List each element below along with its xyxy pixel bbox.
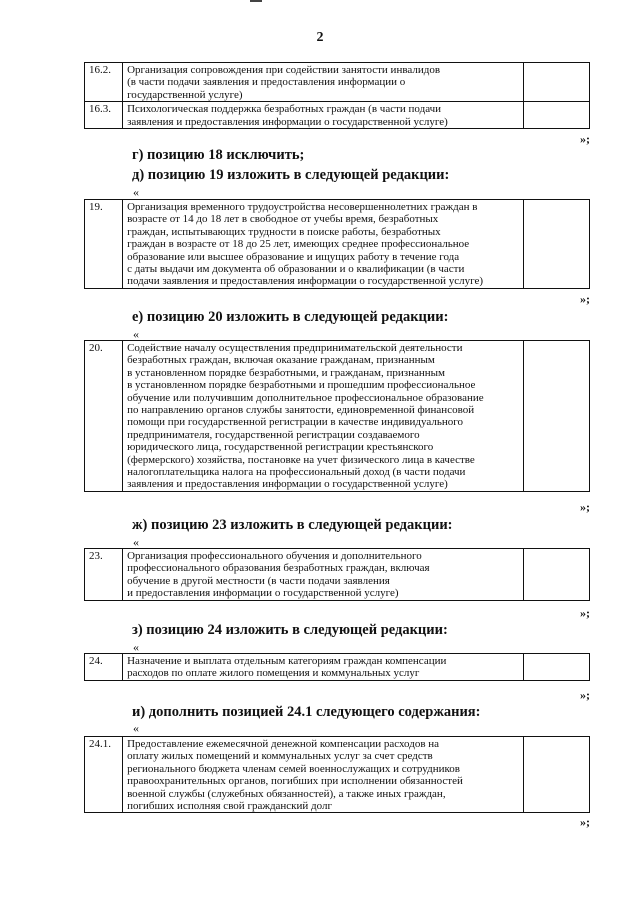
instruction-g: г) позицию 18 исключить; xyxy=(132,147,305,163)
row-number: 23. xyxy=(85,549,123,601)
empty-cell xyxy=(523,549,589,601)
opening-quote: « xyxy=(133,640,139,654)
closing-quote: »; xyxy=(580,606,590,620)
empty-cell xyxy=(523,200,589,289)
empty-cell xyxy=(523,341,589,492)
empty-cell xyxy=(523,737,589,813)
instruction-e: е) позицию 20 изложить в следующей редакции: xyxy=(132,309,449,325)
opening-quote: « xyxy=(133,327,139,341)
table-positions-16 xyxy=(84,62,590,129)
row-text: Назначение и выплата отдельным категориям граждан компенсации расходов по оплате жилого помещения и коммунальных услуг xyxy=(123,654,524,681)
page-number: 2 xyxy=(316,30,324,45)
table-position-24-1 xyxy=(84,736,590,813)
closing-quote: »; xyxy=(580,292,590,306)
empty-cell xyxy=(523,102,589,129)
table-row xyxy=(85,63,590,102)
row-number: 16.2. xyxy=(85,63,123,102)
closing-quote: »; xyxy=(580,815,590,829)
empty-cell xyxy=(523,654,589,681)
opening-quote: « xyxy=(133,535,139,549)
row-number: 24.1. xyxy=(85,737,123,813)
opening-quote: « xyxy=(133,721,139,735)
table-position-20 xyxy=(84,340,590,492)
row-number: 24. xyxy=(85,654,123,681)
empty-cell xyxy=(523,63,589,102)
row-number: 19. xyxy=(85,200,123,289)
table-row xyxy=(85,341,590,492)
table-position-23 xyxy=(84,548,590,601)
table-row xyxy=(85,654,590,681)
table-row xyxy=(85,200,590,289)
instruction-d: д) позицию 19 изложить в следующей редакции: xyxy=(132,167,450,183)
closing-quote: »; xyxy=(580,688,590,702)
instruction-i: и) дополнить позицией 24.1 следующего содержания: xyxy=(132,704,481,720)
row-text: Организация временного трудоустройства несовершеннолетних граждан в возрасте от 14 до 18 лет в свободное от учебы время, безработных граждан, испытывающих трудности в поиске работы, безработных граждан в возрасте от 18 до 25 лет, имеющих среднее профессиональное образование или высшее образование и ищущих работу в течение года с даты выдачи им документа об образовании и о квалификации (в части подачи заявления и предоставления информации о государственной услуге) xyxy=(123,200,524,289)
row-text: Организация профессионального обучения и дополнительного профессионального образования безработных граждан, включая обучение в другой местности (в части подачи заявления и предоставления информации о государственной услуге) xyxy=(123,549,524,601)
table-position-24 xyxy=(84,653,590,681)
row-number: 20. xyxy=(85,341,123,492)
row-text: Психологическая поддержка безработных граждан (в части подачи заявления и предоставления информации о государственной услуге) xyxy=(123,102,524,129)
row-text: Предоставление ежемесячной денежной компенсации расходов на оплату жилых помещений и коммунальных услуг за счет средств регионального бюджета членам семей военнослужащих и сотрудников правоохранительных органов, погибших при исполнении обязанностей военной службы (служебных обязанностей), а также иных граждан, погибших исполняя свой гражданский долг xyxy=(123,737,524,813)
closing-quote: »; xyxy=(580,500,590,514)
row-number: 16.3. xyxy=(85,102,123,129)
opening-quote: « xyxy=(133,185,139,199)
instruction-zh: ж) позицию 23 изложить в следующей редакции: xyxy=(132,517,453,533)
row-text: Организация сопровождения при содействии занятости инвалидов (в части подачи заявления и предоставления информации о государственной услуге) xyxy=(123,63,524,102)
table-position-19 xyxy=(84,199,590,289)
row-text: Содействие началу осуществления предпринимательской деятельности безработных граждан, включая оказание гражданам, признанным в установленном порядке безработными, и гражданам, признанным в установленном порядке безработными и прошедшим профессиональное обучение или получившим дополнительное профессиональное образование по направлению органов службы занятости, единовременной финансовой помощи при государственной регистрации в качестве индивидуального предпринимателя, государственной регистрации создаваемого юридического лица, государственной регистрации крестьянского (фермерского) хозяйства, постановке на учет физического лица в качестве налогоплательщика налога на профессиональный доход (в части подачи заявления и предоставления информации о государственной услуге) xyxy=(123,341,524,492)
table-row xyxy=(85,549,590,601)
table-row xyxy=(85,737,590,813)
closing-quote: »; xyxy=(580,132,590,146)
top-dash-mark xyxy=(250,0,262,2)
table-row xyxy=(85,102,590,129)
instruction-z: з) позицию 24 изложить в следующей редакции: xyxy=(132,622,448,638)
